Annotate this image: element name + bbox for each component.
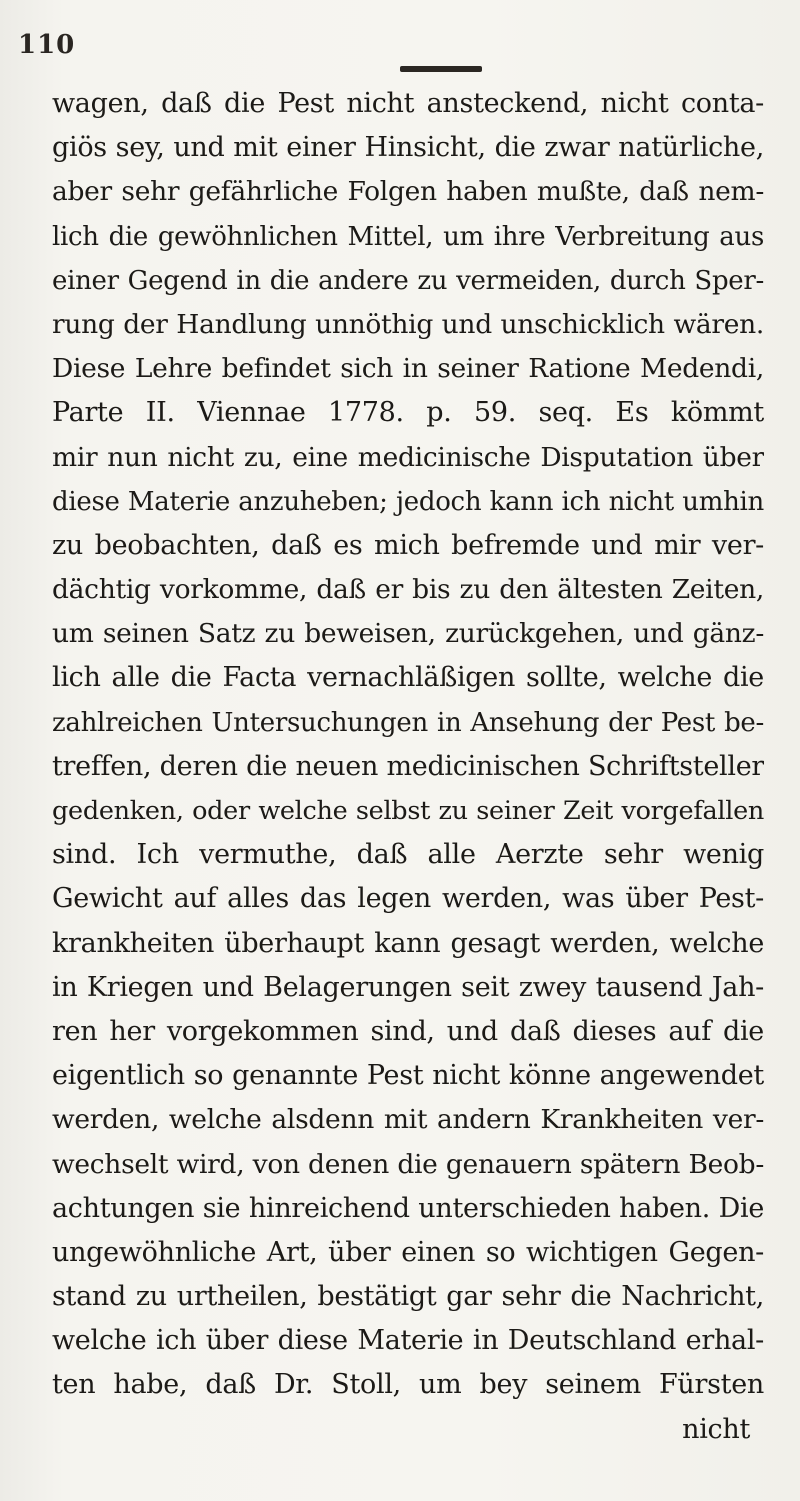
text-line: eigentlich so genannte Pest nicht könne angewendet xyxy=(52,1060,764,1092)
text-line: achtungen sie hinreichend unterschieden haben. Die xyxy=(52,1192,764,1224)
text-line: stand zu urtheilen, bestätigt gar sehr die Nachricht, xyxy=(52,1281,764,1313)
text-line: wechselt wird, von denen die genauern spätern Beob- xyxy=(52,1148,764,1180)
text-line: ten habe, daß Dr. Stoll, um bey seinem Fürsten xyxy=(52,1369,764,1401)
text-line: in Kriegen und Belagerungen seit zwey tausend Jah- xyxy=(52,971,764,1003)
text-line: mir nun nicht zu, eine medicinische Disputation über xyxy=(52,441,764,473)
text-line: sind. Ich vermuthe, daß alle Aerzte sehr wenig xyxy=(52,839,764,871)
text-line: rung der Handlung unnöthig und unschicklich wären. xyxy=(52,308,764,340)
text-line: Diese Lehre befindet sich in seiner Ratione Medendi, xyxy=(52,353,764,385)
text-line: aber sehr gefährliche Folgen haben mußte, daß nem- xyxy=(52,176,764,208)
text-line: treffen, deren die neuen medicinischen Schriftsteller xyxy=(52,750,764,782)
text-line: lich alle die Facta vernachläßigen sollte, welche die xyxy=(52,662,764,694)
text-line: gedenken, oder welche selbst zu seiner Zeit vorgefallen xyxy=(52,796,764,826)
body-text xyxy=(52,82,764,1452)
text-line: dächtig vorkomme, daß er bis zu den ältesten Zeiten, xyxy=(52,574,764,606)
text-line: einer Gegend in die andere zu vermeiden, durch Sper- xyxy=(52,265,764,296)
text-line: lich die gewöhnlichen Mittel, um ihre Verbreitung aus xyxy=(52,221,764,252)
text-line: zu beobachten, daß es mich befremde und mir ver- xyxy=(52,529,764,561)
text-line: Parte II. Viennae 1778. p. 59. seq. Es kömmt xyxy=(52,397,764,429)
header-rule xyxy=(400,66,482,72)
text-line: werden, welche alsdenn mit andern Krankheiten ver- xyxy=(52,1104,764,1136)
page-number: 110 xyxy=(18,30,76,60)
text-line: ungewöhnliche Art, über einen so wichtigen Gegen- xyxy=(52,1236,764,1268)
text-line: diese Materie anzuheben; jedoch kann ich nicht umhin xyxy=(52,486,764,517)
text-line: zahlreichen Untersuchungen in Ansehung der Pest be- xyxy=(52,707,764,738)
text-line: welche ich über diese Materie in Deutschland erhal- xyxy=(52,1325,764,1357)
catchword: nicht xyxy=(682,1413,750,1445)
text-line: ren her vorgekommen sind, und daß dieses auf die xyxy=(52,1015,764,1047)
text-line: um seinen Satz zu beweisen, zurückgehen, und gänz- xyxy=(52,618,764,650)
text-line: giös sey, und mit einer Hinsicht, die zwar natürliche, xyxy=(52,132,764,164)
text-line: krankheiten überhaupt kann gesagt werden, welche xyxy=(52,927,764,959)
text-line: wagen, daß die Pest nicht ansteckend, nicht conta- xyxy=(52,88,764,119)
text-line: Gewicht auf alles das legen werden, was über Pest- xyxy=(52,883,764,915)
